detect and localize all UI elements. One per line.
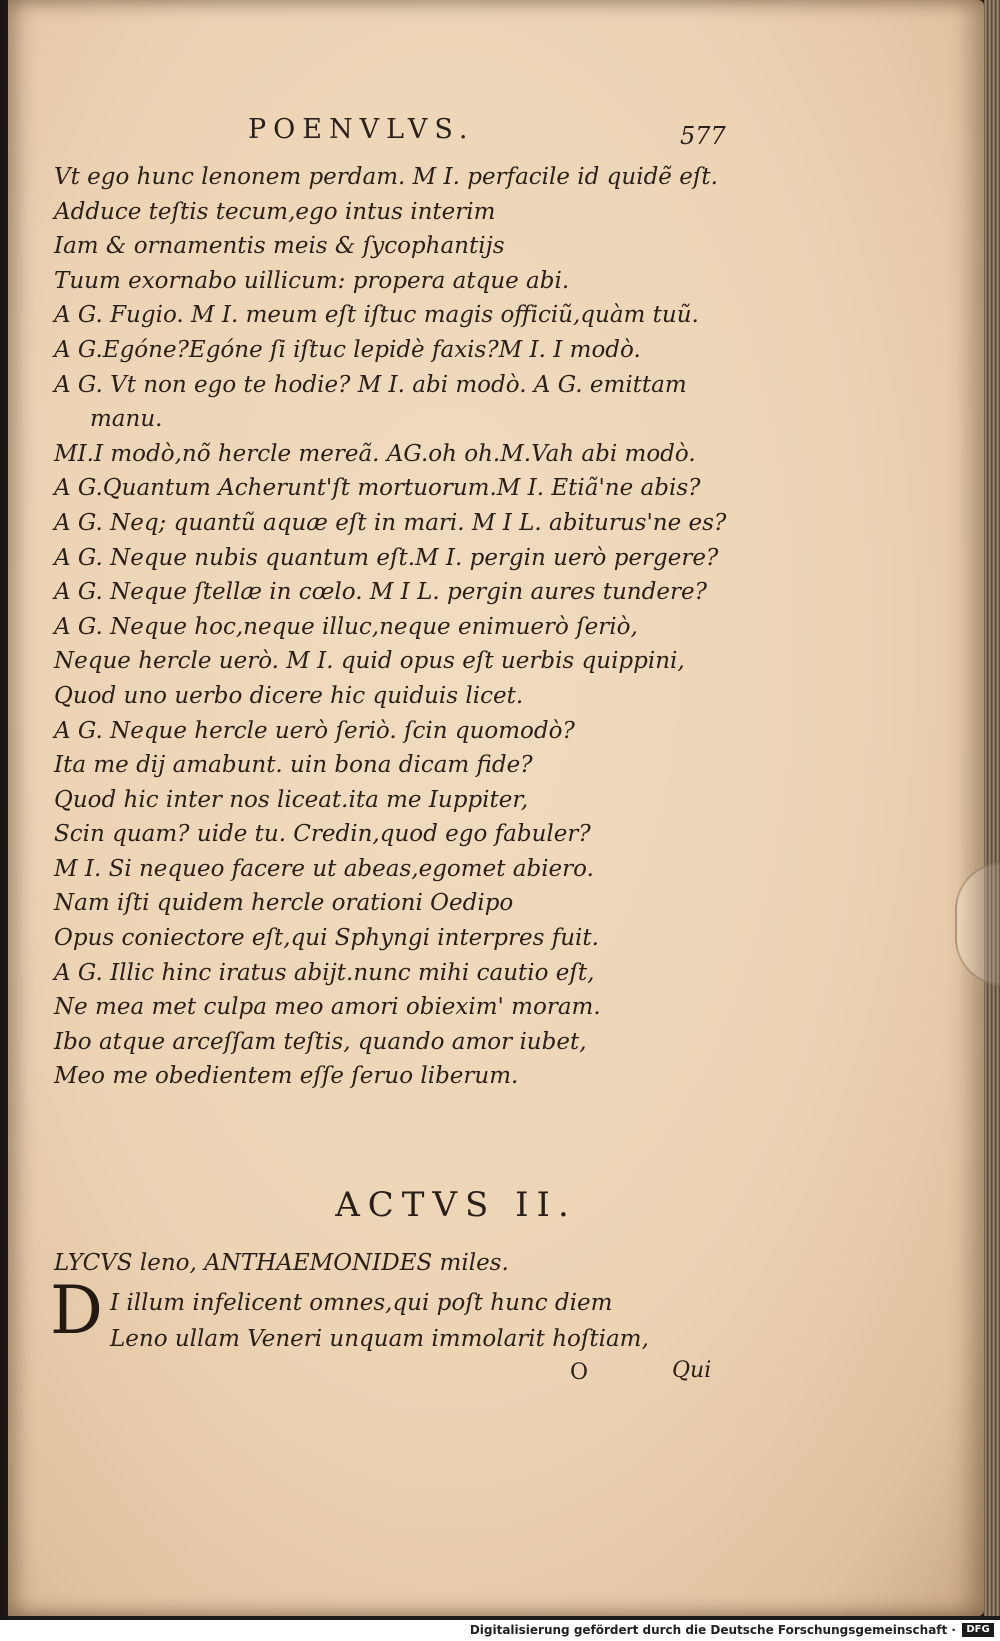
verse-line: A G. Neque hoc,neque illuc,neque enimuerò ſeriò, <box>54 613 638 640</box>
verse-line: A G. Illic hinc iratus abijt.nunc mihi cautio eſt, <box>54 959 595 986</box>
verse-line: I illum infelicent omnes,qui poſt hunc diem <box>110 1290 613 1316</box>
drop-cap: D <box>50 1272 103 1349</box>
verse-line: Ita me dij amabunt. uin bona dicam fide? <box>54 752 533 779</box>
verse-line: A G. Vt non ego te hodie? M I. abi modò. A G. emittam <box>54 371 687 398</box>
verse-line: Ibo atque arceſſam teſtis, quando amor iubet, <box>54 1028 587 1055</box>
act-verse-block <box>110 1285 649 1357</box>
verse-line: A G.Quantum Acherunt'ſt mortuorum.M I. Etiã'ne abis? <box>54 475 701 502</box>
binding-edge <box>0 0 6 1620</box>
running-title: POENVLVS. <box>248 114 475 145</box>
verse-block <box>54 160 754 1094</box>
verse-line: A G. Neque hercle uerò ſeriò. ſcin quomodò? <box>54 717 575 744</box>
verse-line: Iam & ornamentis meis & ſycophantijs <box>54 233 505 260</box>
verse-line: Scin quam? uide tu. Credin,quod ego fabuler? <box>54 821 591 848</box>
dramatis-personae: LYCVS leno, ANTHAEMONIDES miles. <box>54 1250 509 1276</box>
verse-line: Quod hic inter nos liceat.ita me Iuppiter, <box>54 786 529 813</box>
verse-line: Vt ego hunc lenonem perdam. M I. perfacile id quidẽ eſt. <box>54 164 718 190</box>
verse-line: Leno ullam Veneri unquam immolarit hoſtiam, <box>110 1326 649 1352</box>
verse-line: Opus coniectore eſt,qui Sphyngi interpres fuit. <box>54 925 599 952</box>
verse-line: A G.Egóne?Egóne ſi iſtuc lepidè faxis?M I. I modò. <box>54 336 641 363</box>
verse-line: A G. Fugio. M I. meum eſt iſtuc magis officiũ,quàm tuũ. <box>54 302 699 329</box>
book-page <box>8 0 984 1616</box>
verse-line: Quod uno uerbo dicere hic quiduis licet. <box>54 682 524 709</box>
dfg-logo: DFG <box>962 1623 994 1637</box>
catchword: Qui <box>672 1358 712 1383</box>
verse-line: M I. Si nequeo facere ut abeas,egomet abiero. <box>54 855 594 882</box>
signature-mark: O <box>570 1360 589 1385</box>
verse-line: MI.I modò,nõ hercle mereã. AG.oh oh.M.Vah abi modò. <box>54 440 696 467</box>
verse-line: A G. Neque nubis quantum eſt.M I. pergin uerò pergere? <box>54 544 719 571</box>
footer-bar <box>0 1620 1000 1641</box>
verse-line: A G. Neq; quantũ aquæ eſt in mari. M I L. abiturus'ne es? <box>54 509 727 536</box>
verse-line: Meo me obedientem eſſe ſeruo liberum. <box>54 1063 519 1090</box>
act-heading <box>8 1185 984 1225</box>
verse-line: A G. Neque ſtellæ in cœlo. M I L. pergin aures tundere? <box>54 579 707 606</box>
page-header <box>8 110 984 150</box>
verse-line: Adduce teſtis tecum,ego intus interim <box>54 198 496 225</box>
act-title: ACTVS II. <box>335 1185 577 1225</box>
verse-line: manu. <box>90 406 163 433</box>
verse-line: Tuum exornabo uillicum: propera atque abi. <box>54 267 570 294</box>
funding-credit: Digitalisierung gefördert durch die Deutsche Forschungsgemeinschaft · <box>469 1623 956 1637</box>
verse-line: Nam iſti quidem hercle orationi Oedipo <box>54 890 514 917</box>
fore-edge <box>984 0 1000 1616</box>
verse-line: Neque hercle uerò. M I. quid opus eſt uerbis quippini, <box>54 648 685 675</box>
verse-line: Ne mea met culpa meo amori obiexim' moram. <box>54 994 601 1021</box>
folio-number: 577 <box>680 122 726 150</box>
